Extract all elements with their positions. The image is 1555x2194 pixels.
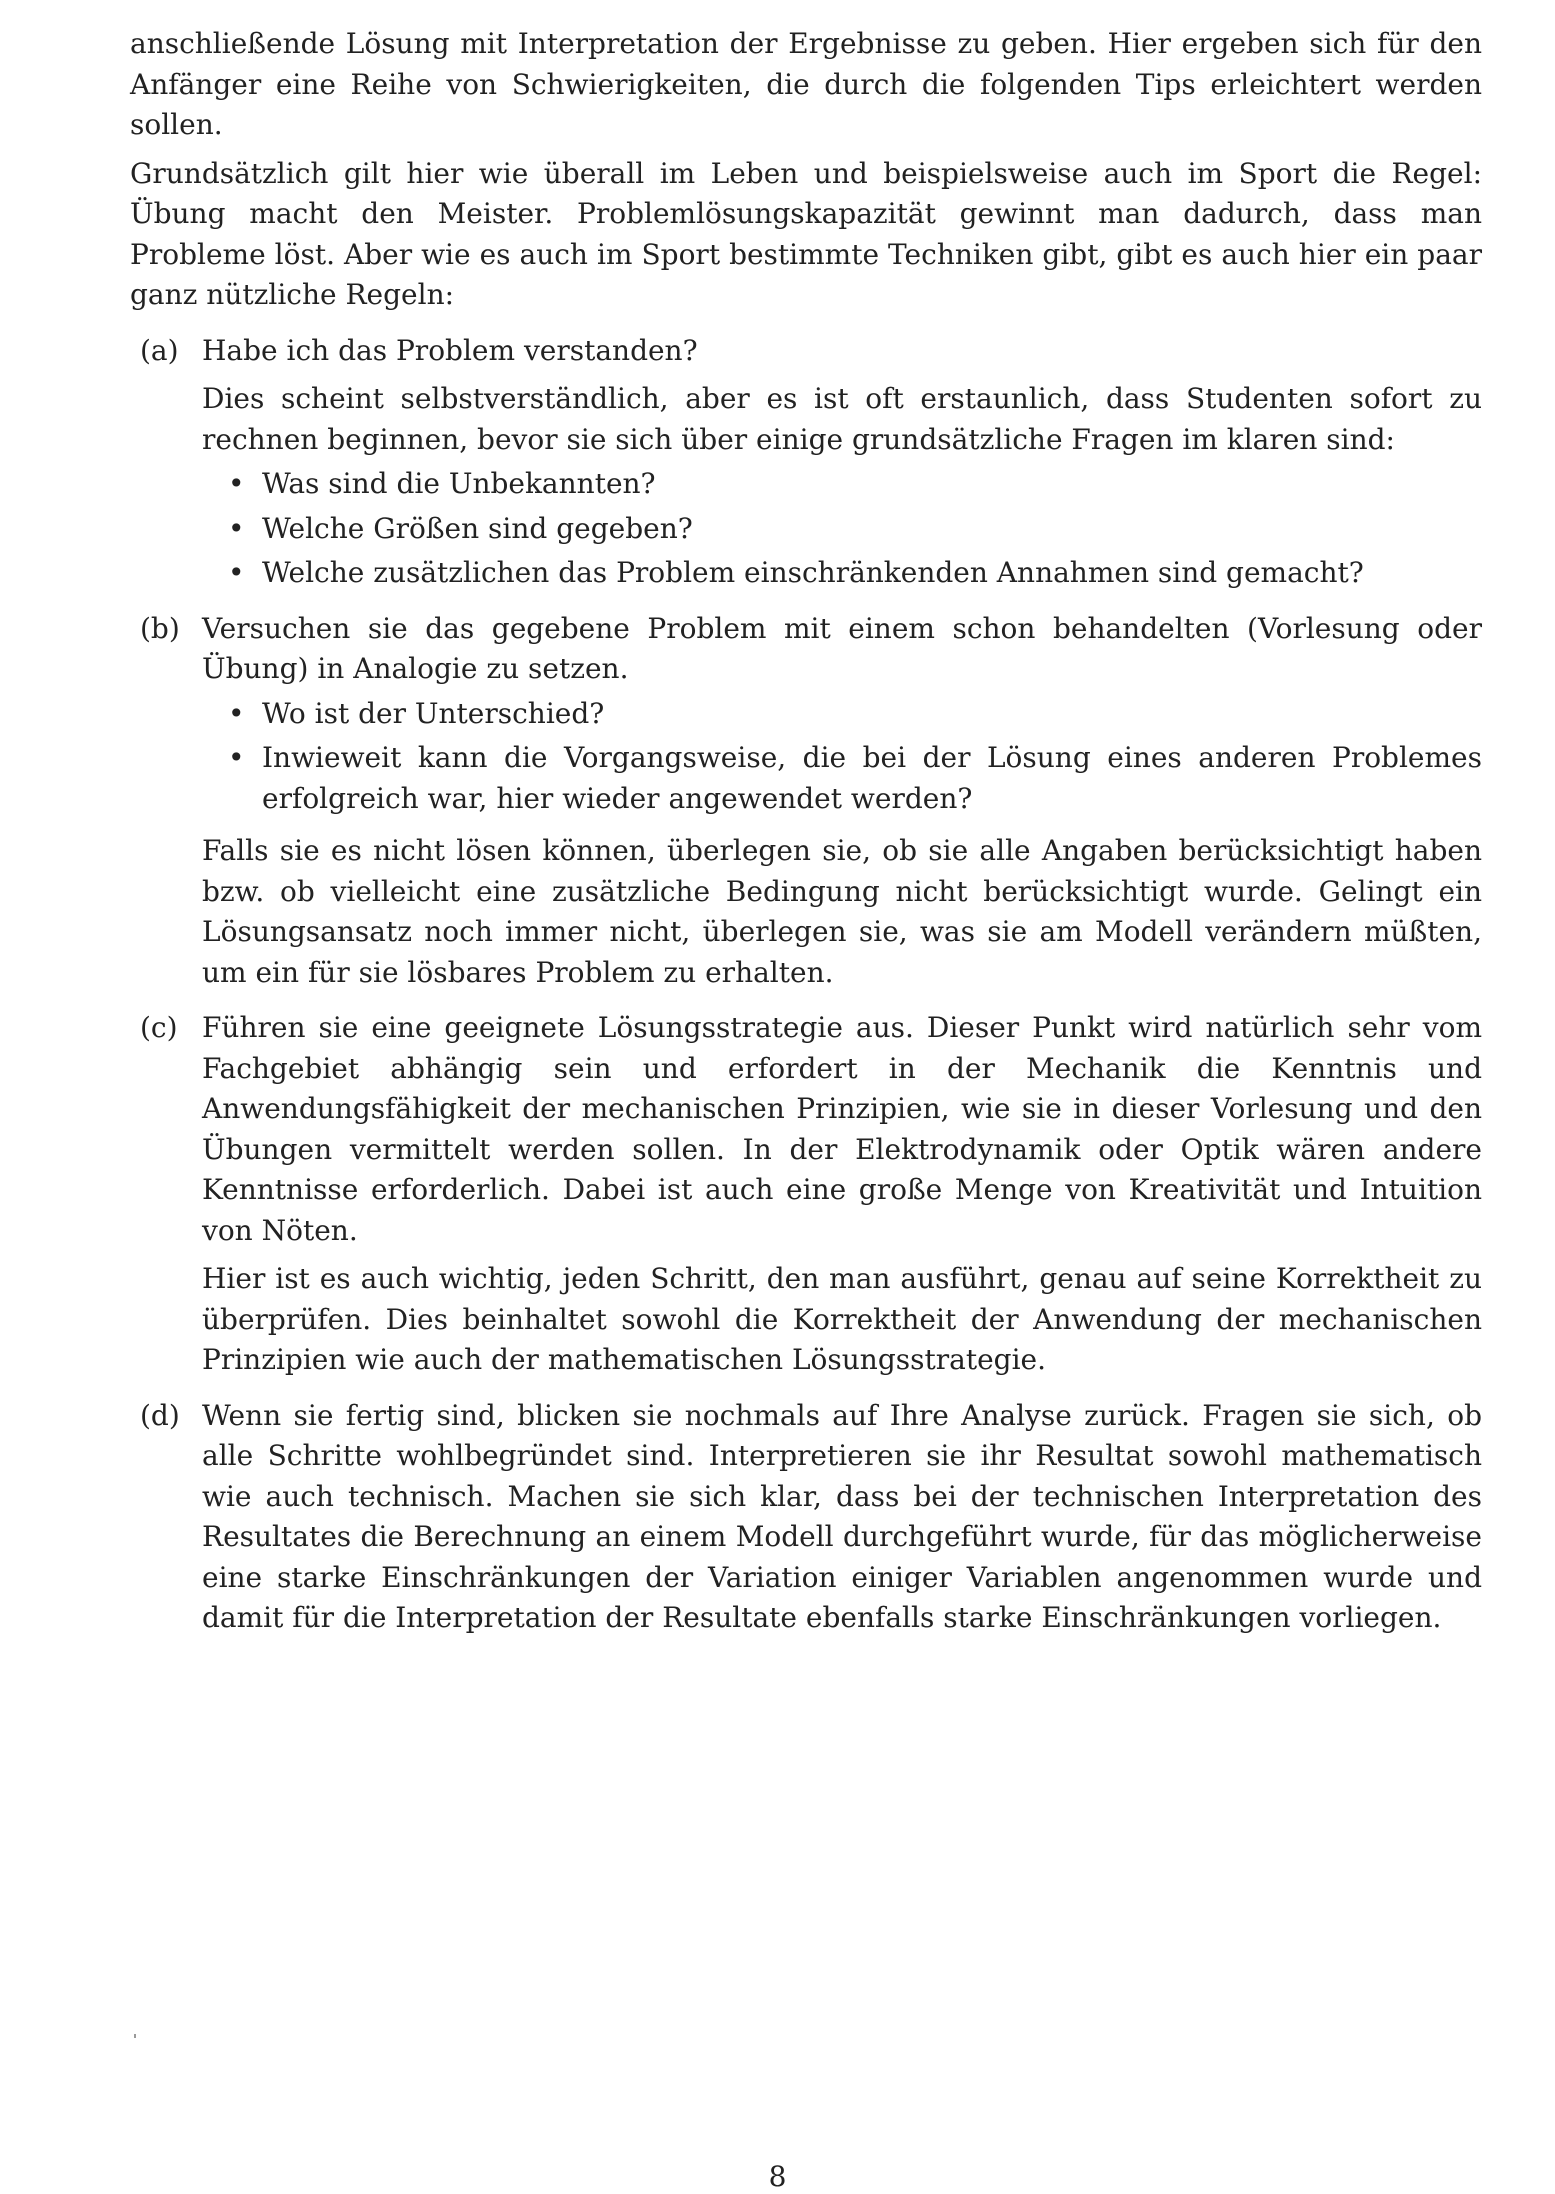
intro-paragraph-2: Grundsätzlich gilt hier wie überall im Leben und beispielsweise auch im Sport die Regel: Übung macht den Meister. Problemlösungskapazität gewinnt man dadurch, dass man Probleme löst. Aber wie es auch im Sport bestimmte Techniken gibt, gibt es auch hier ein paar ganz nützliche Regeln: [130,156,1482,311]
item-title-a: Habe ich das Problem verstanden? [202,333,698,367]
item-text-c: Führen sie eine geeignete Lösungsstrategie aus. Dieser Punkt wird natürlich sehr vom Fachgebiet abhängig sein und erfordert in der Mechanik die Kenntnis und Anwendungsfähigkeit der mechanischen Prinzipien, wie sie in dieser Vorlesung und den Übungen vermittelt werden sollen. In der Elektrodynamik oder Optik wären andere Kenntnisse erforderlich. Dabei ist auch eine große Menge von Kreativität und Intuition von Nöten. [202,1011,1482,1247]
item-label-d: (d) [140,1398,180,1432]
bullet-item: • Welche Größen sind gegeben? [202,509,1482,550]
intro-paragraph-1: anschließende Lösung mit Interpretation der Ergebnisse zu geben. Hier ergeben sich für den Anfänger eine Reihe von Schwierigkeiten, die durch die folgenden Tips erleichtert werden sollen. [130,27,1482,141]
item-label-c: (c) [140,1011,178,1044]
item-title-b: Versuchen sie das gegebene Problem mit einem schon behandelten (Vorlesung oder Übung) in Analogie zu setzen. [202,611,1482,685]
bullet-item: • Was sind die Unbekannten? [202,464,1482,505]
bullet-item: • Wo ist der Unterschied? [202,694,1482,735]
list-item-b [130,609,1482,994]
list-item-c [130,1008,1482,1381]
item-text2-c: Hier ist es auch wichtig, jeden Schritt, den man ausführt, genau auf seine Korrektheit zu überprüfen. Dies beinhaltet sowohl die Korrektheit der Anwendung der mechanischen Prinzipien wie auch der mathematischen Lösungsstrategie. [202,1262,1482,1376]
bullet-item: • Welche zusätzlichen das Problem einschränkenden Annahmen sind gemacht? [202,553,1482,594]
item-label-a: (a) [140,333,179,367]
item-body-c [202,1008,1482,1381]
item-text-after-b: Falls sie es nicht lösen können, überlegen sie, ob sie alle Angaben berücksichtigt haben bzw. ob vielleicht eine zusätzliche Bedingung nicht berücksichtigt wurde. Gelingt ein Lösungsansatz noch immer nicht, überlegen sie, was sie am Modell verändern müßten, um ein für sie lösbares Problem zu erhalten. [202,834,1482,989]
list-item-d [130,1396,1482,1639]
bullet-list-a [202,464,1482,594]
scan-speck [134,2034,136,2038]
item-label-b: (b) [140,611,180,645]
bullet-list-b [202,694,1482,820]
page-content [130,24,1482,1639]
page-number: 8 [768,2160,787,2193]
item-body-a [202,331,1482,594]
item-body-d [202,1396,1482,1639]
item-text-a: Dies scheint selbstverständlich, aber es ist oft erstaunlich, dass Studenten sofort zu rechnen beginnen, bevor sie sich über einige grundsätzliche Fragen im klaren sind: [202,382,1482,456]
list-item-a [130,331,1482,594]
item-body-b [202,609,1482,994]
item-text-d: Wenn sie fertig sind, blicken sie nochmals auf Ihre Analyse zurück. Fragen sie sich, ob alle Schritte wohlbegründet sind. Interpretieren sie ihr Resultat sowohl mathematisch wie auch technisch. Machen sie sich klar, dass bei der technischen Interpretation des Resultates die Berechnung an einem Modell durchgeführt wurde, für das möglicherweise eine starke Einschränkungen der Variation einiger Variablen angenommen wurde und damit für die Interpretation der Resultate ebenfalls starke Einschränkungen vorliegen. [202,1398,1482,1634]
bullet-item: • Inwieweit kann die Vorgangsweise, die bei der Lösung eines anderen Problemes erfolgreich war, hier wieder angewendet werden? [202,738,1482,819]
